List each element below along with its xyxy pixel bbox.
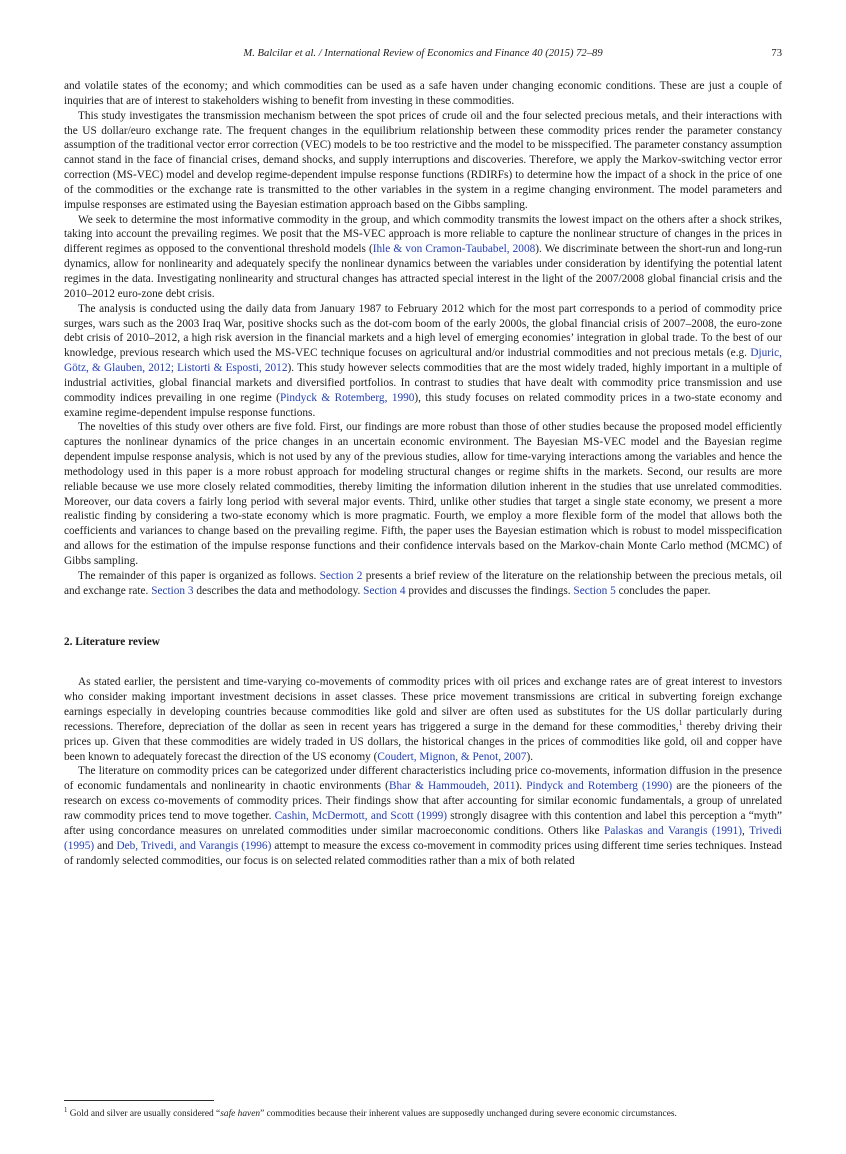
citation-link[interactable]: Section 4 [363, 584, 406, 597]
section-heading-literature-review: 2. Literature review [64, 635, 160, 648]
citation-link[interactable]: Djuric, Götz, & Glauben, 2012; Listorti & Esposti, 2012 [64, 347, 782, 375]
page-header [64, 48, 782, 59]
paragraph: This study investigates the transmission mechanism between the spot prices of crude oil and the four selected precious metals, and their interactions with the US dollar/euro exchange rate. The frequent changes in the equilibrium relationship between these commodity prices render the parameter constancy assumption of the traditional vector error correction (VEC) models to be too restrictive and the model to be misspecified. The parameter constancy assumption cannot stand in the face of financial crises, demand shocks, and supply interruptions and discoveries. Therefore, we apply the Markov-switching vector error correction (MS-VEC) model and develop regime-dependent impulse response functions (RDIRFs) to determine how the impact of a shock in the price of one of the commodities or the exchange rate is transmitted to the other variables in the system in a regime changing environment. The model parameters and impulse responses are estimated using the Bayesian estimation approach based on the Gibbs sampling. [64, 109, 782, 211]
paragraph: The novelties of this study over others are five fold. First, our findings are more robust than those of other studies because the proposed model efficiently captures the nonlinear dynamics of the price changes in an uncertain economic environment. The Bayesian MS-VEC model and the Bayesian regime dependent impulse response analysis, which is not used by any of the previous studies, allow for time-varying interactions among the variables and hence the methodology used in this paper is a more robust approach for modeling structural changes or regime shifts in the markets. Second, our results are more reliable because we use more closely related commodities, thereby limiting the information dilution inherent in the studies that use unrelated commodities. Moreover, our data covers a fairly long period with several major events. Third, unlike other studies that target a single state economy, we present a more realistic finding by considering a two-state economy which is more pragmatic. Fourth, we employ a more flexible form of the model that allows both the coefficients and variances to change based on the prevailing regime. Fifth, the paper uses the Bayesian estimation which is robust to model misspecification and allows for the estimation of the impulse response functions and their confidence intervals based on the Markov-chain Monte Carlo method (MCMC) of Gibbs sampling. [64, 421, 782, 567]
paragraph: The analysis is conducted using the daily data from January 1987 to February 2012 which for the most part corresponds to a period of commodity price surges, wars such as the 2003 Iraq War, positive shocks such as the dot-com boom of the early 2000s, the global financial crisis of 2007–2008, the euro-zone debt crisis of 2010–2012, a high risk aversion in the financial markets and a high level of emerging economies’ integration in global trade. To the best of our knowledge, previous research which used the MS-VEC technique focuses on agricultural and/or industrial commodities and not precious metals (e.g. Djuric, Götz, & Glauben, 2012; Listorti & Esposti, 2012). This study however selects commodities that are the most widely traded, highly important in a multiple of industrial activities, global financial markets and diversified portfolios. In contrast to studies that have dealt with commodity price transmission and use commodity indices prevailing in one regime (Pindyck & Rotemberg, 1990), this study focuses on related commodity prices in a two-state economy and examine regime-dependent impulse response functions. [64, 302, 782, 419]
page-number: 73 [771, 48, 782, 59]
article-body [64, 79, 782, 868]
paragraph: The literature on commodity prices can be categorized under different characteristics including price co-movements, information diffusion in the presence of economic fundamentals and nonlinearity in chaotic environments (Bhar & Hammoudeh, 2011). Pindyck and Rotemberg (1990) are the pioneers of the research on excess co-movements of commodity prices. Their findings show that after accounting for similar economic fundamentals, a group of unrelated raw commodity prices tend to move together. Cashin, McDermott, and Scott (1999) strongly disagree with this contention and label this perception a “myth” after using concordance measures on unrelated commodities under similar macroeconomic conditions. Others like Palaskas and Varangis (1991), Trivedi (1995) and Deb, Trivedi, and Varangis (1996) attempt to measure the excess co-movement in commodity prices using different time series techniques. Instead of randomly selected commodities, our focus is on selected related commodities rather than a mix of both related [64, 765, 783, 867]
paragraph: As stated earlier, the persistent and time-varying co-movements of commodity prices with oil prices and exchange rates are of great interest to investors who consider making important investment decisions in asset classes. These price movement transmissions are critical in subverting foreign exchange earnings especially in developing countries because commodities like gold and silver are often used as substitutes for the US dollar particularly during recessions. Therefore, depreciation of the dollar as seen in recent years has triggered a surge in the demand for these commodities,$^1$ thereby driving their prices up. Given that these commodities are widely traded in US dollars, the historical changes in the prices of commodities like gold, oil and copper have been known to adequately forecast the direction of the US economy (Coudert, Mignon, & Penot, 2007). [64, 676, 783, 763]
citation-link[interactable]: Ihle & von Cramon-Taubabel, 2008 [372, 243, 536, 256]
footnote-rule [64, 1100, 214, 1101]
citation-link[interactable]: Deb, Trivedi, and Varangis (1996) [116, 839, 272, 852]
citation-link[interactable]: Section 2 [319, 569, 363, 582]
paragraph: The remainder of this paper is organized as follows. Section 2 presents a brief review of the literature on the relationship between the precious metals, oil and exchange rate. Section 3 describes the data and methodology. Section 4 provides and discusses the findings. Section 5 concludes the paper. [64, 569, 782, 597]
running-title: M. Balcilar et al. / International Review of Economics and Finance 40 (2015) 72–89 [243, 48, 603, 59]
footnote-marker[interactable]: 1 [678, 718, 683, 728]
footnote-text: $^1$ Gold and silver are usually considered “safe haven” commodities because their inherent values are supposedly unchanged during severe economic circumstances. [64, 1106, 677, 1119]
citation-link[interactable]: Bhar & Hammoudeh, 2011 [388, 780, 516, 793]
citation-link[interactable]: Palaskas and Varangis (1991) [604, 824, 743, 837]
citation-link[interactable]: Section 5 [573, 584, 616, 597]
citation-link[interactable]: Pindyck and Rotemberg (1990) [526, 780, 673, 793]
citation-link[interactable]: Cashin, McDermott, and Scott (1999) [274, 809, 448, 822]
literature-paragraphs [64, 675, 782, 868]
citation-link[interactable]: Coudert, Mignon, & Penot, 2007 [377, 750, 527, 763]
citation-link[interactable]: Pindyck & Rotemberg, 1990 [279, 391, 415, 404]
emphasis-text: safe haven [220, 1108, 261, 1119]
paragraph: We seek to determine the most informative commodity in the group, and which commodity transmits the lowest impact on the others after a shock strikes, taking into account the prevailing regimes. We posit that the MS-VEC approach is more reliable to capture the nonlinear structure of changes in the prices in different regimes as opposed to the conventional threshold models (Ihle & von Cramon-Taubabel, 2008). We discriminate between the short-run and long-run dynamics, allow for nonlinearity and adequately specify the nonlinear dynamics between the variables under consideration by identifying the potential latent regimes in the data. Investigating nonlinearity and structural changes has attracted special interest in the light of the 2007/2008 global financial crisis and the 2010–2012 euro-zone debt crisis. [64, 213, 782, 300]
introduction-paragraphs [64, 79, 782, 599]
paragraph: and volatile states of the economy; and which commodities can be used as a safe haven under changing economic conditions. These are just a couple of inquiries that are of interest to stakeholders wishing to benefit from investing in these commodities. [64, 80, 782, 107]
footnote [64, 1100, 782, 1121]
citation-link[interactable]: Trivedi (1995) [64, 824, 782, 852]
footnote-number: 1 [64, 1106, 68, 1114]
citation-link[interactable]: Section 3 [151, 584, 194, 597]
